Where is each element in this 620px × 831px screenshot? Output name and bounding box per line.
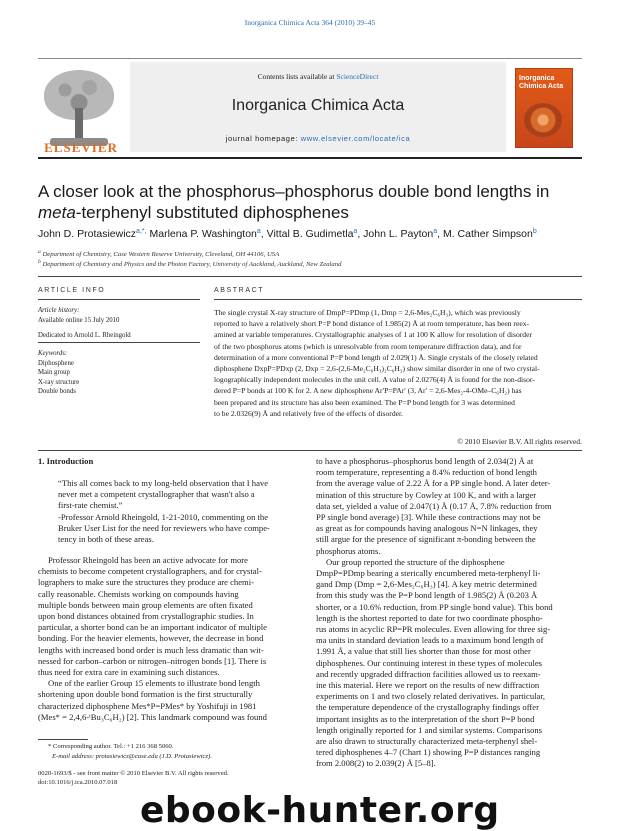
elsevier-tree-logo bbox=[38, 68, 120, 148]
copyright: © 2010 Elsevier B.V. All rights reserved. bbox=[457, 437, 582, 446]
keyword: Double bonds bbox=[38, 388, 76, 395]
footnote-corresponding: * Corresponding author. Tel.: +1 216 368 5060. bbox=[48, 743, 174, 750]
keywords-rule bbox=[38, 342, 200, 343]
header-bottom-rule bbox=[38, 157, 582, 159]
author-list: John D. Protasiewicz$^{a,*,}$ Marlena P. Washington$^a$, Vittal B. Gudimetla$^a$, John L. Payton$^a$, M. Cather Simpson$^b$ bbox=[38, 228, 537, 240]
affiliation-a: $^a$ Department of Chemistry, Case Western Reserve University, Cleveland, OH 44106, USA bbox=[38, 249, 280, 259]
article-info-block: Article history: Available online 15 July 2010 Dedicated to Arnold L. Rheingold bbox=[38, 307, 131, 339]
author-name: M. Cather Simpson bbox=[442, 228, 533, 240]
journal-homepage: journal homepage: www.elsevier.com/locate/ica bbox=[225, 134, 411, 143]
section-heading-introduction: 1. Introduction bbox=[38, 456, 94, 466]
keywords-block: Keywords: Diphosphene Main group X-ray structure Double bonds bbox=[38, 349, 200, 397]
abstract-rule bbox=[214, 299, 582, 300]
journal-cover-image: Inorganica Chimica Acta bbox=[515, 68, 573, 148]
homepage-link[interactable]: www.elsevier.com/locate/ica bbox=[300, 134, 411, 143]
footnote-issn: 0020-1693/$ - see front matter © 2010 Elsevier B.V. All rights reserved. bbox=[38, 770, 229, 777]
doi-link[interactable]: doi:10.1016/j.ica.2010.07.018 bbox=[38, 779, 118, 786]
abstract-bottom-rule bbox=[38, 450, 582, 451]
publisher-logo-text: ELSEVIER bbox=[44, 140, 118, 155]
author-name: Marlena P. Washington bbox=[149, 228, 257, 240]
running-header[interactable]: Inorganica Chimica Acta 364 (2010) 39–45 bbox=[244, 18, 376, 27]
footnote-rule bbox=[38, 739, 88, 740]
keyword: Diphosphene bbox=[38, 359, 74, 367]
author-name: John L. Payton bbox=[363, 228, 434, 240]
abstract-heading: ABSTRACT bbox=[214, 287, 265, 294]
epigraph-quote: “This all comes back to my long-held observation that I have never met a competent crystallographer that wasn't also a first-rate chemist.” -Professor Arnold Rheingold, 1-21-2010, commenting on the Bruker User List for the need for reviewers who have compe- tency in both of these areas. bbox=[58, 478, 270, 545]
author-name: Vittal B. Gudimetla bbox=[266, 228, 354, 240]
intro-right-column: to have a phosphorus–phosphorus bond length of 2.034(2) Å at room temperature, representing a 8.4% reduction of bond length from the average value of 2.22 Å for a PP single bond. A later deter- mination of this structure by Cowley at 100 K, and with a larger data set, yielded a value of 2.047(1) Å (0.17 Å, 7.8% reduction from PP single bond average) [3]. While these contractions may not be as great as for compounds having analogous N=N linkages, they still argue for the presence of significant π-bonding between the phosphorus atoms. Our group reported the structure of the diphosphene DmpP=PDmp bearing a sterically encumbered meta-terphenyl li- gand Dmp (Dmp = 2,6-Mes₂C₆H₃) [4]. A key metric determined from this study was the P=P bond length of 1.985(2) Å (0.203 Å shorter, or a 10.6% reduction, from PP single bond value). This bond length is the shortest reported to date for two coordinate phospho- rus atoms in acyclic RP=PR molecules. Even allowing for three sig- ma units in standard deviation leads to a maximum bond length of 1.991 Å, a value that still lies shorter than those for most other diphosphenes. Our continuing interest in these types of molecules and recently upgraded diffraction facilities allowed us to reexam- ine this material. Here we report on the results of new diffraction experiments on 1 and two closely related derivatives. In particular, the temperature dependence of the crystallography findings offer important insights as to the interpretation of the short P=P bond length originally reported for 1 and similar systems. Comparisons are also drawn to structurally characterized meta-terphenyl shel- tered diphosphenes 4–7 (Chart 1) showing P=P distances ranging from 2.008(2) to 2.039(2) Å [5–8]. bbox=[316, 456, 553, 769]
header-top-rule bbox=[38, 58, 582, 59]
article-info-heading: ARTICLE INFO bbox=[38, 287, 106, 294]
article-title: A closer look at the phosphorus–phosphorus double bond lengths in meta-terphenyl substituted diphosphenes bbox=[38, 182, 550, 222]
keyword: X-ray structure bbox=[38, 378, 80, 386]
contents-line: Contents lists available at ScienceDirect bbox=[257, 72, 379, 81]
sciencedirect-link[interactable]: ScienceDirect bbox=[336, 72, 379, 81]
footnote-email[interactable]: E-mail address: protasiewicz@case.edu (J.D. Protasiewicz). bbox=[52, 753, 212, 760]
article-info-rule bbox=[38, 299, 200, 300]
author-name: John D. Protasiewicz bbox=[38, 228, 137, 240]
affiliation-rule bbox=[38, 276, 582, 277]
watermark: ebook-hunter.org bbox=[140, 790, 500, 831]
journal-name: Inorganica Chimica Acta bbox=[231, 97, 405, 114]
affiliation-b: $^b$ Department of Chemistry and Physics and the Photon Factory, University of Auckland, Auckland, New Zealand bbox=[38, 259, 342, 269]
abstract-text: The single crystal X-ray structure of DmpP=PDmp (1, Dmp = 2,6-Mes₂C₆H₃), which was previously reported to have a relatively short P=P bond distance of 1.985(2) Å at room temperature, has been reex- amined at variable temperatures. Crystallographic analyses of 1 at 100 K allow for resolution of disorder of the two phosphorus atoms (which is unresolvable from room temperature diffraction data), and for determination of a more conventional P=P bond length of 2.029(1) Å. Single crystals of the closely related diphosphene DxpP=PDxp (2, Dxp = 2,6-(2,6-Me₂C₆H₃)₂C₆H₃) show similar disorder in one of two crystal- logographically independent molecules in the unit cell. A value of 2.0276(4) Å is found for the non-disor- dered P=P bonds at 100 K for 2. A new diphosphene Ar′P=PAr′ (3, Ar′ = 2,6-Mes₂-4-OMe–C₆H₂) has been prepared and its structure has also been examined. The P=P bond length for 3 was determined to be 2.0326(9) Å and relatively free of the effects of disorder. bbox=[214, 308, 540, 418]
intro-left-column: Professor Rheingold has been an active advocate for more chemists to become competent crystallographers, and for crystal- lographers to make sure the structures they produce are chemi- cally reasonable. Chemists working on compounds having multiple bonds between main group elements are often fixated upon bond distances obtained from crystallographic studies. In particular, a shorter bond can be an important indicator of multiple bonding. For the heavier elements, however, the decrease in bond lengths with increased bond order is much less dramatic than wit- nessed for carbon–carbon or nitrogen–nitrogen bonds [1]. There is thus need for extra care in examining such distances. One of the earlier Group 15 elements to illustrate bond length shortening upon double bond formation is the first structurally characterized diphosphene Mes*P=PMes* by Yoshifuji in 1981 (Mes* = 2,4,6-ᵗBu₃C₆H₂) [2]. This landmark compound was found bbox=[38, 555, 267, 722]
keyword: Main group bbox=[38, 369, 70, 376]
